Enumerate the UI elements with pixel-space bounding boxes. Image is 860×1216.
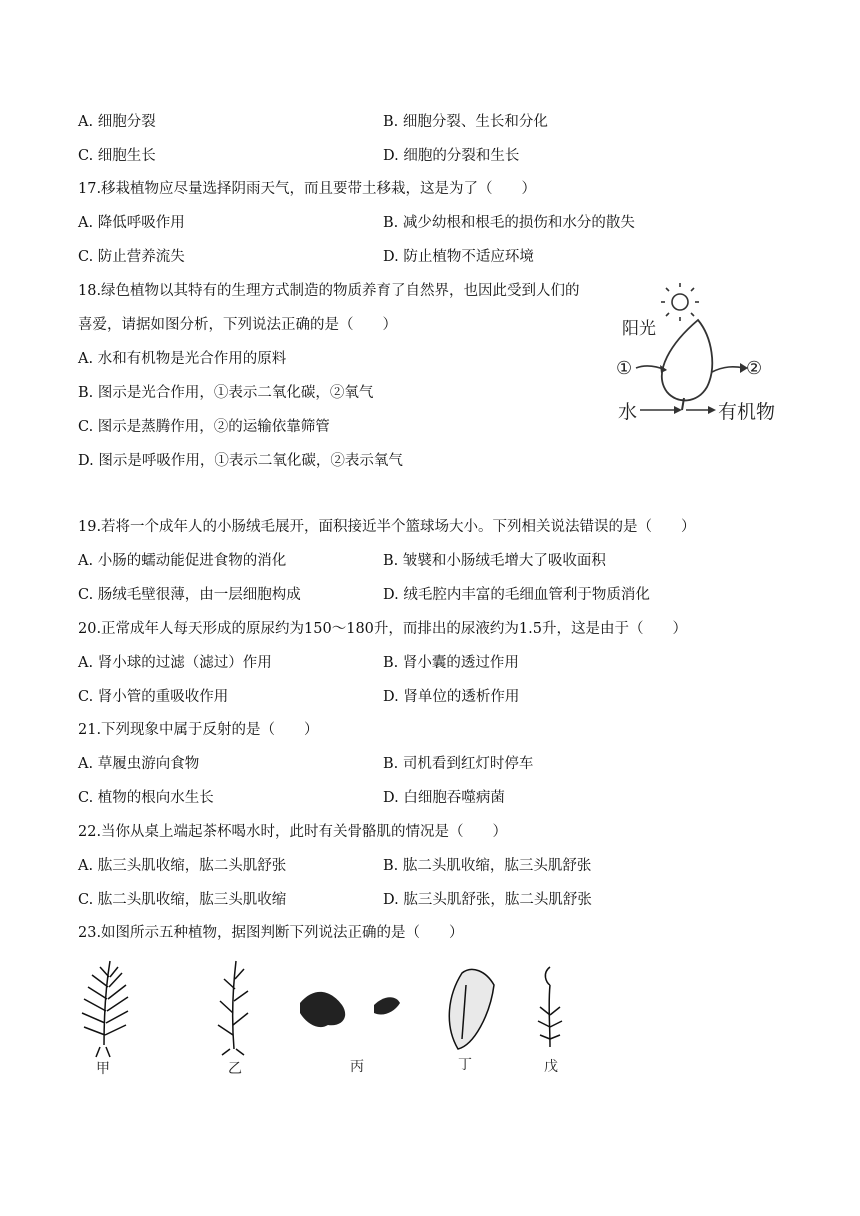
plant-label-ding: 丁 — [458, 1057, 472, 1073]
water-label: 水 — [618, 401, 638, 423]
q20-option-a: A. 肾小球的过滤（滤过）作用 — [78, 655, 272, 671]
q18-stem-line1: 18.绿色植物以其特有的生理方式制造的物质养育了自然界，也因此受到人们的 — [78, 283, 580, 299]
q18-leaf-diagram — [612, 282, 792, 432]
q22-stem: 22.当你从桌上端起茶杯喝水时，此时有关骨骼肌的情况是（ ） — [78, 824, 508, 840]
q21-option-a: A. 草履虫游向食物 — [78, 756, 200, 772]
q17-option-d: D. 防止植物不适应环境 — [383, 249, 534, 265]
fern-plant-icon — [82, 961, 128, 1057]
water-arrowhead — [674, 406, 682, 414]
q18-input-marker: ① — [616, 358, 633, 379]
q22-option-b: B. 肱二头肌收缩，肱三头肌舒张 — [383, 858, 592, 874]
q21-option-c: C. 植物的根向水生长 — [78, 790, 214, 806]
organic-arrowhead — [708, 406, 716, 414]
q17-option-a: A. 降低呼吸作用 — [78, 215, 185, 231]
q18-stem-line2: 喜爱，请据如图分析，下列说法正确的是（ ） — [78, 317, 397, 333]
q19-option-b: B. 皱襞和小肠绒毛增大了吸收面积 — [383, 553, 606, 569]
q23-stem: 23.如图所示五种植物，据图判断下列说法正确的是（ ） — [78, 925, 464, 941]
q21-option-b: B. 司机看到红灯时停车 — [383, 756, 534, 772]
leaf-shape — [662, 320, 712, 400]
upright-plant-icon — [218, 961, 248, 1055]
q19-option-d: D. 绒毛腔内丰富的毛细血管利于物质消化 — [383, 587, 650, 603]
q19-option-a: A. 小肠的蠕动能促进食物的消化 — [78, 553, 287, 569]
q20-option-b: B. 肾小囊的透过作用 — [383, 655, 519, 671]
q20-stem: 20.正常成年人每天形成的原尿约为150～180升，而排出的尿液约为1.5升，这是由于（ ） — [78, 621, 687, 637]
q18-option-b: B. 图示是光合作用，①表示二氧化碳，②氧气 — [78, 385, 374, 401]
q17-option-c: C. 防止营养流失 — [78, 249, 185, 265]
q17-option-b: B. 减少幼根和根毛的损伤和水分的散失 — [383, 215, 635, 231]
q21-stem: 21.下列现象中属于反射的是（ ） — [78, 722, 319, 738]
plant-label-jia: 甲 — [96, 1061, 110, 1077]
q18-option-c: C. 图示是蒸腾作用，②的运输依靠筛管 — [78, 419, 330, 435]
q22-option-c: C. 肱二头肌收缩，肱三头肌收缩 — [78, 892, 287, 908]
q18-option-a: A. 水和有机物是光合作用的原料 — [78, 351, 287, 367]
plant-label-yi: 乙 — [228, 1061, 242, 1077]
q20-option-d: D. 肾单位的透析作用 — [383, 689, 520, 705]
output-arrow — [712, 367, 744, 372]
algae-plant-icon — [449, 969, 494, 1049]
q18-option-d: D. 图示是呼吸作用，①表示二氧化碳，②表示氧气 — [78, 453, 403, 469]
plant-label-wu: 戊 — [544, 1059, 558, 1075]
q17-stem: 17.移栽植物应尽量选择阴雨天气，而且要带土移栽，这是为了（ ） — [78, 181, 537, 197]
q19-stem: 19.若将一个成年人的小肠绒毛展开，面积接近半个篮球场大小。下列相关说法错误的是（ ） — [78, 519, 696, 535]
q16-option-c: C. 细胞生长 — [78, 148, 156, 164]
q16-option-d: D. 细胞的分裂和生长 — [383, 148, 520, 164]
q23-plants-figure — [70, 955, 590, 1080]
q21-option-d: D. 白细胞吞噬病菌 — [383, 790, 505, 806]
q20-option-c: C. 肾小管的重吸收作用 — [78, 689, 229, 705]
q22-option-d: D. 肱三头肌舒张，肱二头肌舒张 — [383, 892, 592, 908]
q22-option-a: A. 肱三头肌收缩，肱二头肌舒张 — [78, 858, 287, 874]
q16-option-a: A. 细胞分裂 — [78, 114, 156, 130]
q16-option-b: B. 细胞分裂、生长和分化 — [383, 114, 548, 130]
q18-output-marker: ② — [746, 358, 763, 379]
sun-label: 阳光 — [622, 319, 656, 339]
plant-label-bing: 丙 — [350, 1059, 364, 1075]
sun-icon — [661, 283, 699, 321]
liverwort-plant-icon — [300, 992, 400, 1027]
organic-label: 有机物 — [718, 401, 776, 423]
moss-plant-icon — [538, 967, 562, 1047]
q19-option-c: C. 肠绒毛壁很薄，由一层细胞构成 — [78, 587, 301, 603]
